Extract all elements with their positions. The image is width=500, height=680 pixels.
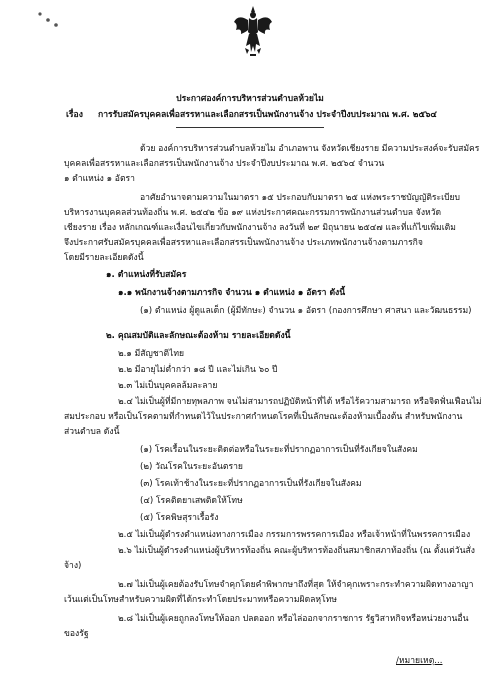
divider bbox=[176, 127, 324, 128]
qualification-item-2-7: เว้นแต่เป็นโทษสำหรับความผิดที่ได้กระทำโดยประมาทหรือความผิดลหุโทษ bbox=[64, 595, 338, 605]
qualification-item: ๒.๓ ไม่เป็นบุคคลล้มละลาย bbox=[118, 381, 218, 391]
section-1-heading: ๑. ตำแหน่งที่รับสมัคร bbox=[106, 270, 187, 280]
continued-marker: /หมายเหตุ... bbox=[396, 656, 443, 666]
qualification-item-2-4: ๒.๔ ไม่เป็นผู้ที่มีกายทุพลภาพ จนไม่สามารถปฏิบัติหน้าที่ได้ หรือไร้ความสามารถ หรือจิตฟั่นเฟือนไม่ bbox=[118, 397, 482, 407]
qualification-item-2-8: ของรัฐ bbox=[64, 629, 89, 639]
authority-line: โดยมีรายละเอียดดังนี้ bbox=[64, 253, 144, 263]
section-2-heading: ๒. คุณสมบัติและลักษณะต้องห้าม รายละเอียดดังนี้ bbox=[106, 331, 291, 341]
subject-text: การรับสมัครบุคคลเพื่อสรรหาและเลือกสรรเป็นพนักงานจ้าง ประจำปีงบประมาณ พ.ศ. ๒๕๖๔ bbox=[98, 110, 437, 120]
authority-line: อาศัยอำนาจตามความในมาตรา ๑๕ ประกอบกับมาตรา ๒๕ แห่งพระราชบัญญัติระเบียบ bbox=[140, 193, 461, 203]
intro-line: ด้วย องค์การบริหารส่วนตำบลห้วยไม อำเภอพาน จังหวัดเชียงราย มีความประสงค์จะรับสมัคร bbox=[140, 144, 480, 154]
garuda-emblem-icon bbox=[232, 4, 274, 58]
disease-item: (๑) โรคเรื้อนในระยะติดต่อหรือในระยะที่ปรากฏอาการเป็นที่รังเกียจในสังคม bbox=[140, 445, 418, 455]
qualification-item: ๒.๑ มีสัญชาติไทย bbox=[118, 349, 185, 359]
qualification-item-2-4: สมประกอบ หรือเป็นโรคตามที่กำหนดไว้ในประกาศกำหนดโรคที่เป็นลักษณะต้องห้ามเบื้องต้น สำหรับพนักงาน bbox=[64, 412, 463, 422]
subject-label: เรื่อง bbox=[66, 110, 83, 120]
qualification-item-2-8: ๒.๘ ไม่เป็นผู้เคยถูกลงโทษให้ออก ปลดออก หรือไล่ออกจากราชการ รัฐวิสาหกิจหรือหน่วยงานอื่น bbox=[118, 614, 469, 624]
disease-item: (๓) โรคเท้าช้างในระยะที่ปรากฏอาการเป็นที่รังเกียจในสังคม bbox=[140, 479, 362, 489]
qualification-item-2-6: ๒.๖ ไม่เป็นผู้ดำรงตำแหน่งผู้บริหารท้องถิ่น คณะผู้บริหารท้องถิ่นสมาชิกสภาท้องถิ่น (ณ ตั้งแต่วันสั่ง bbox=[118, 546, 475, 556]
section-1-item: (๑) ตำแหน่ง ผู้ดูแลเด็ก (ผู้มีทักษะ) จำนวน ๑ อัตรา (กองการศึกษา ศาสนา และวัฒนธรรม) bbox=[140, 306, 472, 316]
qualification-item-2-5: ๒.๕ ไม่เป็นผู้ดำรงตำแหน่งทางการเมือง กรรมการพรรคการเมือง หรือเจ้าหน้าที่ในพรรคการเมือง bbox=[118, 530, 471, 540]
qualification-item-2-6: จ้าง) bbox=[64, 561, 82, 571]
authority-line: บริหารงานบุคคลส่วนท้องถิ่น พ.ศ. ๒๕๔๒ ข้อ ๑๙ แห่งประกาศคณะกรรมการพนักงานส่วนตำบล จังหวัด bbox=[64, 208, 442, 218]
mark-dots-icon bbox=[34, 10, 64, 40]
intro-line: ๑ ตำแหน่ง ๑ อัตรา bbox=[64, 174, 135, 184]
authority-line: จึงประกาศรับสมัครบุคคลเพื่อสรรหาและเลือกสรรเป็นพนักงานจ้าง ประเภทพนักงานจ้างตามภารกิจ bbox=[64, 238, 423, 248]
intro-line: บุคคลเพื่อสรรหาและเลือกสรรเป็นพนักงานจ้าง ประจำปีงบประมาณ พ.ศ. ๒๕๖๔ จำนวน bbox=[64, 159, 385, 169]
qualification-item-2-4: ส่วนตำบล ดังนี้ bbox=[64, 427, 120, 437]
disease-item: (๒) วัณโรคในระยะอันตราย bbox=[140, 462, 243, 472]
disease-item: (๔) โรคติดยาเสพติดให้โทษ bbox=[140, 496, 243, 506]
section-1-sub: ๑.๑ พนักงานจ้างตามภารกิจ จำนวน ๑ ตำแหน่ง ๑ อัตรา ดังนี้ bbox=[118, 288, 346, 298]
disease-item: (๕) โรคพิษสุราเรื้อรัง bbox=[140, 513, 219, 523]
qualification-item: ๒.๒ มีอายุไม่ต่ำกว่า ๑๘ ปี และไม่เกิน ๖๐ ปี bbox=[118, 365, 278, 375]
announcement-title: ประกาศองค์การบริหารส่วนตำบลห้วยไม bbox=[176, 94, 324, 104]
authority-line: เชียงราย เรื่อง หลักเกณฑ์และเงื่อนไขเกี่ยวกับพนักงานจ้าง ลงวันที่ ๒๙ มิถุนายน ๒๕๔๗ และที่แก้ไขเพิ่มเติม bbox=[64, 223, 456, 233]
qualification-item-2-7: ๒.๗ ไม่เป็นผู้เคยต้องรับโทษจำคุกโดยคำพิพากษาถึงที่สุด ให้จำคุกเพราะกระทำความผิดทางอาญา bbox=[118, 580, 474, 590]
